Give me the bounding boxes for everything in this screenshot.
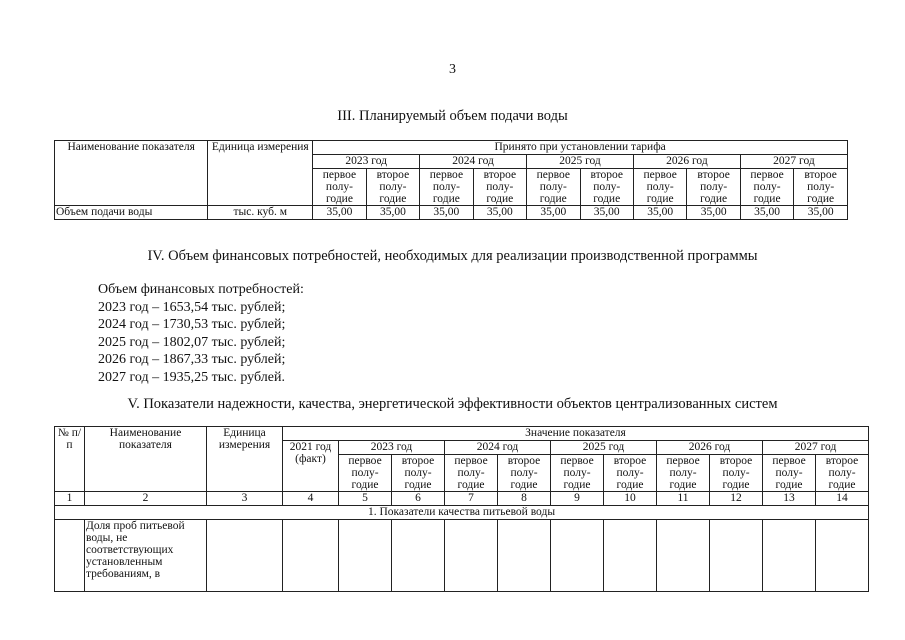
column-number: 2	[85, 492, 207, 506]
column-number: 10	[604, 492, 657, 506]
value-cell	[392, 520, 445, 592]
row-value: 35,00	[420, 206, 473, 220]
value-cell	[816, 520, 869, 592]
header-number: № п/п	[55, 427, 85, 492]
column-number: 4	[283, 492, 339, 506]
header-indicator-name: Наименование показателя	[55, 141, 208, 206]
half-year-1-header: первое полу- годие	[763, 455, 816, 492]
half-year-1-header: первое полу- годие	[445, 455, 498, 492]
row-value: 35,00	[366, 206, 419, 220]
row-name: Объем подачи воды	[55, 206, 208, 220]
half-year-1-header: первое полу- годие	[527, 169, 580, 206]
header-accepted-tariff: Принято при установлении тарифа	[313, 141, 848, 155]
half-year-2-header: второе полу- годие	[710, 455, 763, 492]
row-unit: тыс. куб. м	[208, 206, 313, 220]
column-number: 11	[657, 492, 710, 506]
year-header: 2025 год	[527, 155, 634, 169]
header-unit: Единица измерения	[207, 427, 283, 492]
page-number: 3	[449, 62, 456, 77]
financial-line: 2026 год – 1867,33 тыс. рублей;	[98, 352, 286, 367]
row-value: 35,00	[527, 206, 580, 220]
group-1-title: 1. Показатели качества питьевой воды	[55, 506, 869, 520]
half-year-2-header: второе полу- годие	[687, 169, 740, 206]
row-value: 35,00	[633, 206, 686, 220]
row-value: 35,00	[473, 206, 526, 220]
half-year-1-header: первое полу- годие	[657, 455, 710, 492]
half-year-1-header: первое полу- годие	[339, 455, 392, 492]
year-header: 2025 год	[551, 441, 657, 455]
half-year-2-header: второе полу- годие	[498, 455, 551, 492]
year-header: 2027 год	[763, 441, 869, 455]
financial-line: 2027 год – 1935,25 тыс. рублей.	[98, 369, 285, 385]
column-number: 8	[498, 492, 551, 506]
half-year-1-header: первое полу- годие	[740, 169, 793, 206]
row-value: 35,00	[794, 206, 848, 220]
section-5-title: V. Показатели надежности, качества, энергетической эффективности объектов централизованных систем	[127, 396, 778, 412]
header-indicator-value: Значение показателя	[283, 427, 869, 441]
half-year-1-header: первое полу- годие	[313, 169, 366, 206]
section-4-title: IV. Объем финансовых потребностей, необходимых для реализации производственной программы	[147, 248, 758, 264]
row-name: Доля проб питьевой воды, не соответствующих установленным требованиям, в	[85, 520, 207, 592]
half-year-1-header: первое полу- годие	[551, 455, 604, 492]
financial-line: 2025 год – 1802,07 тыс. рублей;	[98, 334, 286, 350]
year-header: 2024 год	[445, 441, 551, 455]
half-year-2-header: второе полу- годие	[392, 455, 445, 492]
column-number: 12	[710, 492, 763, 506]
half-year-2-header: второе полу- годие	[794, 169, 848, 206]
column-number: 1	[55, 492, 85, 506]
value-cell	[657, 520, 710, 592]
year-header: 2026 год	[633, 155, 740, 169]
column-number: 6	[392, 492, 445, 506]
water-supply-volume-table	[54, 140, 848, 220]
year-header: 2026 год	[657, 441, 763, 455]
financial-needs-list	[98, 281, 304, 386]
financial-line: 2024 год – 1730,53 тыс. рублей;	[98, 317, 286, 332]
row-value: 35,00	[313, 206, 366, 220]
half-year-2-header: второе полу- годие	[473, 169, 526, 206]
column-number: 3	[207, 492, 283, 506]
value-cell	[763, 520, 816, 592]
half-year-2-header: второе полу- годие	[604, 455, 657, 492]
column-number: 9	[551, 492, 604, 506]
reliability-indicators-table	[54, 426, 869, 592]
year-header: 2023 год	[339, 441, 445, 455]
value-cell	[339, 520, 392, 592]
row-value: 35,00	[580, 206, 633, 220]
half-year-2-header: второе полу- годие	[580, 169, 633, 206]
financial-line: 2023 год – 1653,54 тыс. рублей;	[98, 299, 286, 315]
column-number: 7	[445, 492, 498, 506]
value-cell	[207, 520, 283, 592]
value-cell	[710, 520, 763, 592]
value-cell	[283, 520, 339, 592]
year-header: 2027 год	[740, 155, 847, 169]
row-number	[55, 520, 85, 592]
header-2021-fact: 2021 год (факт)	[283, 441, 339, 492]
financial-line: Объем финансовых потребностей:	[98, 282, 304, 297]
header-unit: Единица измерения	[208, 141, 313, 206]
row-value: 35,00	[687, 206, 740, 220]
half-year-1-header: первое полу- годие	[633, 169, 686, 206]
half-year-2-header: второе полу- годие	[366, 169, 419, 206]
column-number: 5	[339, 492, 392, 506]
half-year-1-header: первое полу- годие	[420, 169, 473, 206]
value-cell	[445, 520, 498, 592]
row-value: 35,00	[740, 206, 793, 220]
value-cell	[551, 520, 604, 592]
header-indicator-name: Наименование показателя	[85, 427, 207, 492]
column-number: 14	[816, 492, 869, 506]
year-header: 2024 год	[420, 155, 527, 169]
section-3-title: III. Планируемый объем подачи воды	[337, 108, 568, 124]
column-number: 13	[763, 492, 816, 506]
half-year-2-header: второе полу- годие	[816, 455, 869, 492]
value-cell	[604, 520, 657, 592]
year-header: 2023 год	[313, 155, 420, 169]
value-cell	[498, 520, 551, 592]
